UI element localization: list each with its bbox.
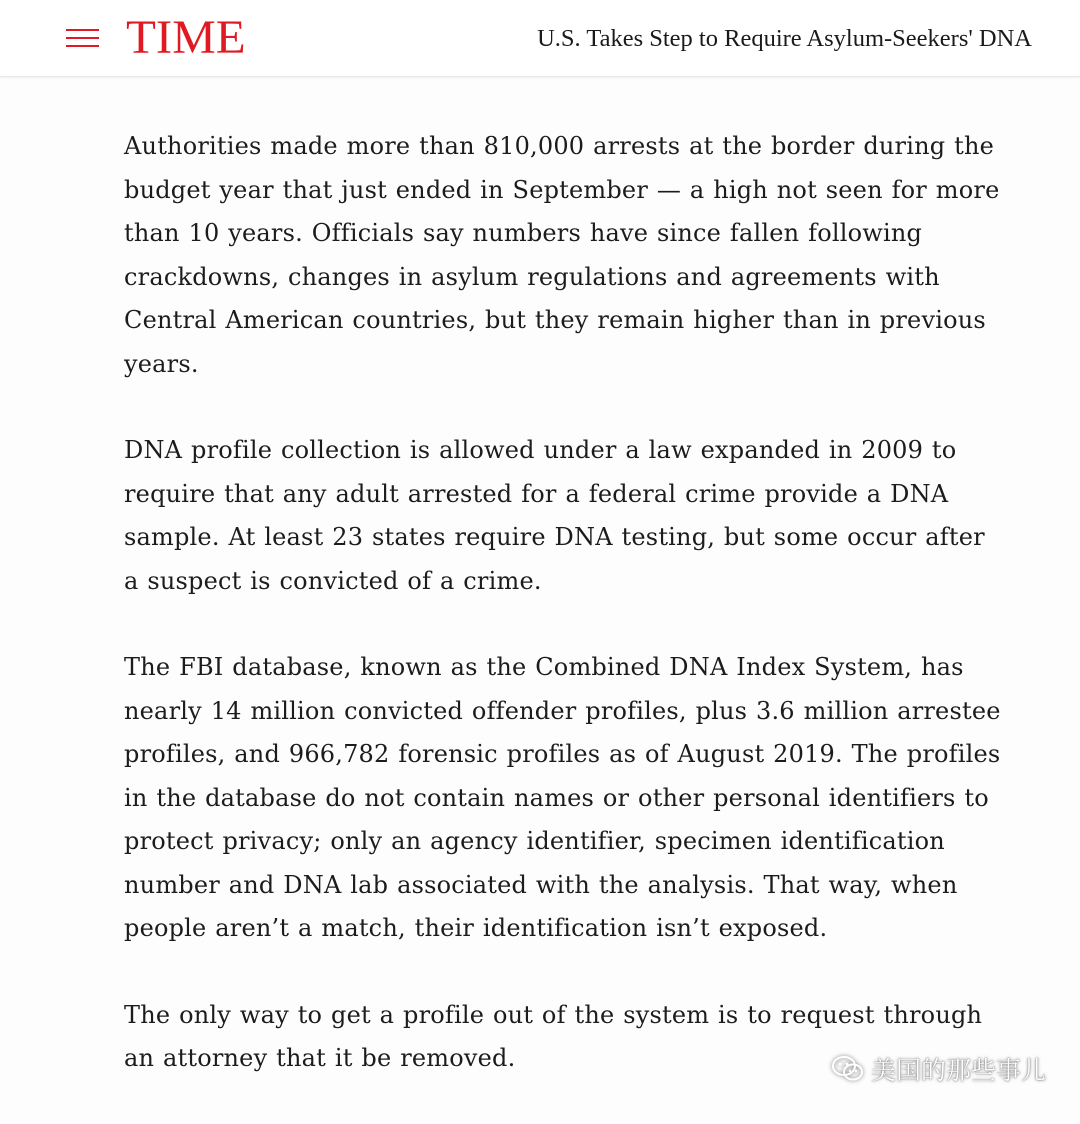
menu-bar <box>66 45 99 47</box>
article-paragraph: DNA profile collection is allowed under a law expanded in 2009 to require that any adult arrested for a federal crime provide a DNA sample. At least 23 states require DNA testing, but some occur after a suspect is convicted of a crime. <box>124 436 985 595</box>
menu-bar <box>66 37 99 39</box>
article-paragraph: Authorities made more than 810,000 arrests at the border during the budget year that just ended in September — a high not seen for more than 10 years. Officials say numbers have since fallen following crackdowns, changes in asylum regulations and agreements with Central American countries, but they remain higher than in previous years. <box>124 132 1000 378</box>
header-article-title: U.S. Takes Step to Require Asylum-Seekers' DNA <box>537 25 1032 52</box>
site-header <box>0 0 1080 77</box>
time-logo[interactable]: TIME <box>126 11 246 64</box>
hamburger-menu-icon[interactable] <box>66 28 99 48</box>
article-paragraph: The FBI database, known as the Combined DNA Index System, has nearly 14 million convicted offender profiles, plus 3.6 million arrestee profiles, and 966,782 forensic profiles as of August 2019. The profiles in the database do not contain names or other personal identifiers to protect privacy; only an agency identifier, specimen identification number and DNA lab associated with the analysis. That way, when people aren’t a match, their identification isn’t exposed. <box>124 653 1001 942</box>
article-body <box>124 125 1004 1124</box>
wechat-icon <box>831 1055 865 1083</box>
menu-bar <box>66 29 99 31</box>
wechat-watermark <box>831 1052 1046 1086</box>
watermark-text: 美国的那些事儿 <box>870 1056 1046 1085</box>
article-paragraph: The only way to get a profile out of the system is to request through an attorney that it be removed. <box>124 1000 983 1072</box>
